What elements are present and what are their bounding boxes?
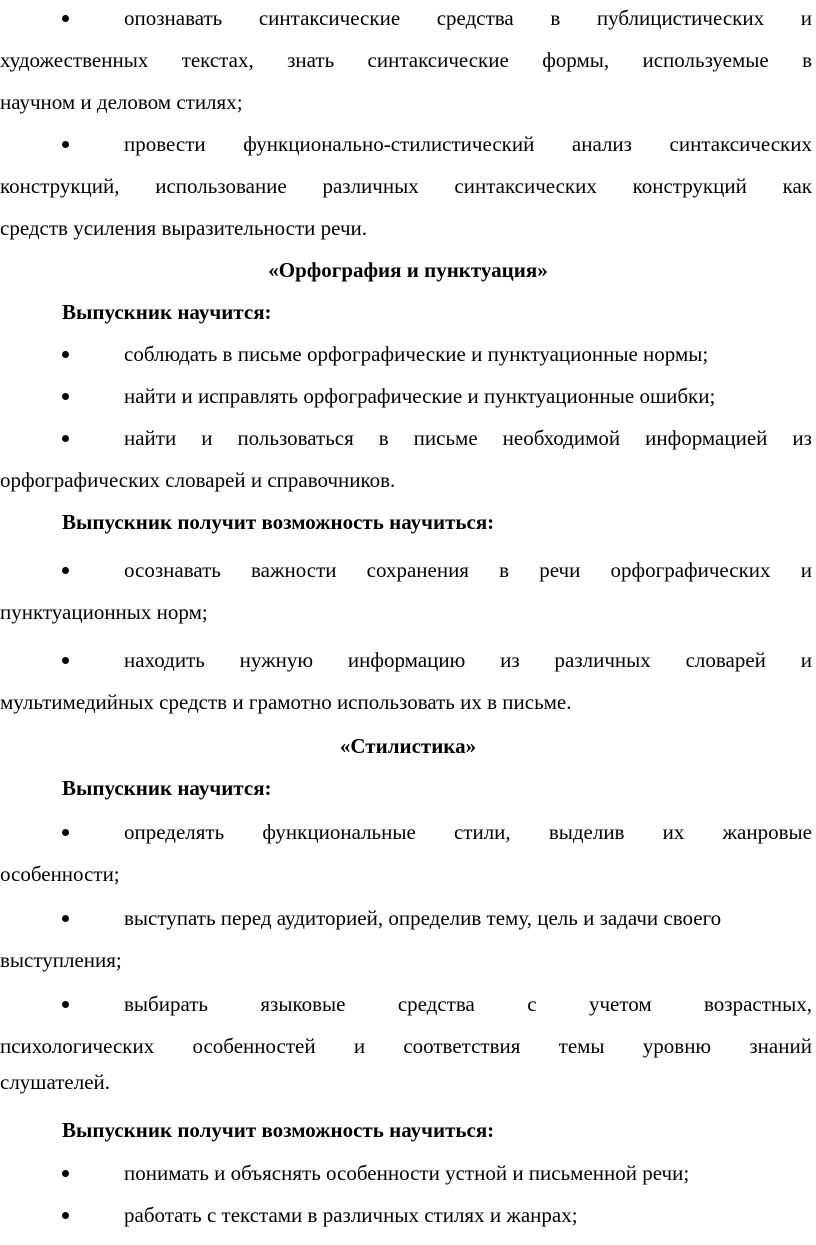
list-item-line: средств усиления выразительности речи. <box>0 216 367 240</box>
text-word: письме <box>413 426 478 450</box>
bullet-icon <box>58 339 72 369</box>
text-word: и <box>353 1034 366 1058</box>
text-word: провести <box>124 132 206 156</box>
text-word: функциональные <box>262 820 416 844</box>
text-word: и <box>800 558 812 582</box>
text-word: опознавать <box>124 6 223 30</box>
text-word: выделив <box>548 820 625 844</box>
text-word: синтаксические <box>258 6 401 30</box>
text-word: выбирать <box>124 992 208 1016</box>
list-item-line: работать с текстами в различных стилях и жанрах; <box>124 1203 578 1227</box>
text-word: жанровые <box>722 820 812 844</box>
text-word: информацией <box>645 426 768 450</box>
text-word: пользоваться <box>237 426 354 450</box>
list-item-line: слушателей. <box>0 1070 111 1094</box>
text-word: уровню <box>642 1034 712 1058</box>
text-word: стили, <box>453 820 511 844</box>
list-item-line: мультимедийных средств и грамотно использовать их в письме. <box>0 690 572 714</box>
bullet-icon <box>58 555 72 585</box>
subheading: Выпускник научится: <box>62 300 272 324</box>
text-word: информацию <box>347 648 466 672</box>
text-word: использование <box>155 174 287 198</box>
text-word: важности <box>251 558 337 582</box>
text-word: как <box>782 174 812 198</box>
text-word: средства <box>397 992 475 1016</box>
list-item-line <box>0 45 812 75</box>
list-item-line <box>0 1031 812 1061</box>
text-word: словарей <box>685 648 766 672</box>
list-item-line <box>124 989 812 1019</box>
text-word: синтаксических <box>669 132 812 156</box>
list-item-line <box>124 423 812 453</box>
text-word: в <box>499 558 510 582</box>
list-item-line: особенности; <box>0 862 120 886</box>
text-word: речи <box>539 558 581 582</box>
bullet-icon <box>58 3 72 33</box>
text-word: психологических <box>0 1034 155 1058</box>
text-word: орфографических <box>610 558 771 582</box>
text-word: сохранения <box>366 558 469 582</box>
text-word: и <box>800 648 812 672</box>
list-item-line <box>124 555 812 585</box>
text-word: учетом <box>588 992 652 1016</box>
bullet-icon <box>58 817 72 847</box>
list-item-line <box>124 817 812 847</box>
text-word: из <box>500 648 520 672</box>
subheading: Выпускник получит возможность научиться: <box>62 1118 495 1142</box>
text-word: находить <box>124 648 205 672</box>
text-word: публицистических <box>596 6 765 30</box>
bullet-icon <box>58 989 72 1019</box>
text-word: в <box>802 48 812 72</box>
text-word: анализ <box>571 132 632 156</box>
text-word: функционально-стилистический <box>243 132 535 156</box>
list-item-line <box>124 645 812 675</box>
list-item-line <box>0 171 812 201</box>
text-word: знать <box>287 48 335 72</box>
text-word: текстах, <box>181 48 254 72</box>
text-word: формы, <box>542 48 610 72</box>
text-word: соответствия <box>403 1034 521 1058</box>
text-word: темы <box>558 1034 605 1058</box>
text-word: нужную <box>239 648 314 672</box>
text-word: особенностей <box>192 1034 316 1058</box>
text-word: и <box>201 426 213 450</box>
text-word: различных <box>554 648 651 672</box>
text-word: конструкций <box>632 174 747 198</box>
text-word: языковые <box>260 992 346 1016</box>
text-word: с <box>527 992 537 1016</box>
list-item-line: выступления; <box>0 948 122 972</box>
text-word: определять <box>124 820 225 844</box>
text-word: синтаксические <box>367 48 509 72</box>
subheading: Выпускник получит возможность научиться: <box>62 510 495 534</box>
text-word: необходимой <box>502 426 621 450</box>
text-word: возрастных, <box>704 992 812 1016</box>
text-word: осознавать <box>124 558 221 582</box>
text-word: найти <box>124 426 177 450</box>
list-item-line: понимать и объяснять особенности устной и письменной речи; <box>124 1161 690 1185</box>
bullet-icon <box>58 129 72 159</box>
text-word: художественных <box>0 48 149 72</box>
list-item-line: орфографических словарей и справочников. <box>0 468 396 492</box>
list-item-line: выступать перед аудиторией, определив тему, цель и задачи своего <box>124 906 722 930</box>
subheading: Выпускник научится: <box>62 776 272 800</box>
section-heading: «Орфография и пунктуация» <box>268 258 548 282</box>
text-word: средства <box>436 6 514 30</box>
list-item-line <box>124 3 812 33</box>
text-word: из <box>792 426 812 450</box>
list-item-line: пунктуационных норм; <box>0 600 208 624</box>
text-word: синтаксических <box>454 174 597 198</box>
bullet-icon <box>58 645 72 675</box>
list-item-line: найти и исправлять орфографические и пунктуационные ошибки; <box>124 384 716 408</box>
list-item-line: научном и деловом стилях; <box>0 90 243 114</box>
bullet-icon <box>58 423 72 453</box>
list-item-line <box>124 129 812 159</box>
bullet-icon <box>58 1200 72 1230</box>
bullet-icon <box>58 1158 72 1188</box>
text-word: их <box>662 820 685 844</box>
text-word: в <box>550 6 561 30</box>
text-word: используемые <box>642 48 769 72</box>
text-word: конструкций, <box>0 174 120 198</box>
text-word: знаний <box>749 1034 812 1058</box>
text-word: в <box>378 426 389 450</box>
text-word: различных <box>322 174 419 198</box>
bullet-icon <box>58 381 72 411</box>
list-item-line: соблюдать в письме орфографические и пунктуационные нормы; <box>124 342 709 366</box>
bullet-icon <box>58 903 72 933</box>
section-heading: «Стилистика» <box>339 734 477 758</box>
text-word: и <box>800 6 812 30</box>
